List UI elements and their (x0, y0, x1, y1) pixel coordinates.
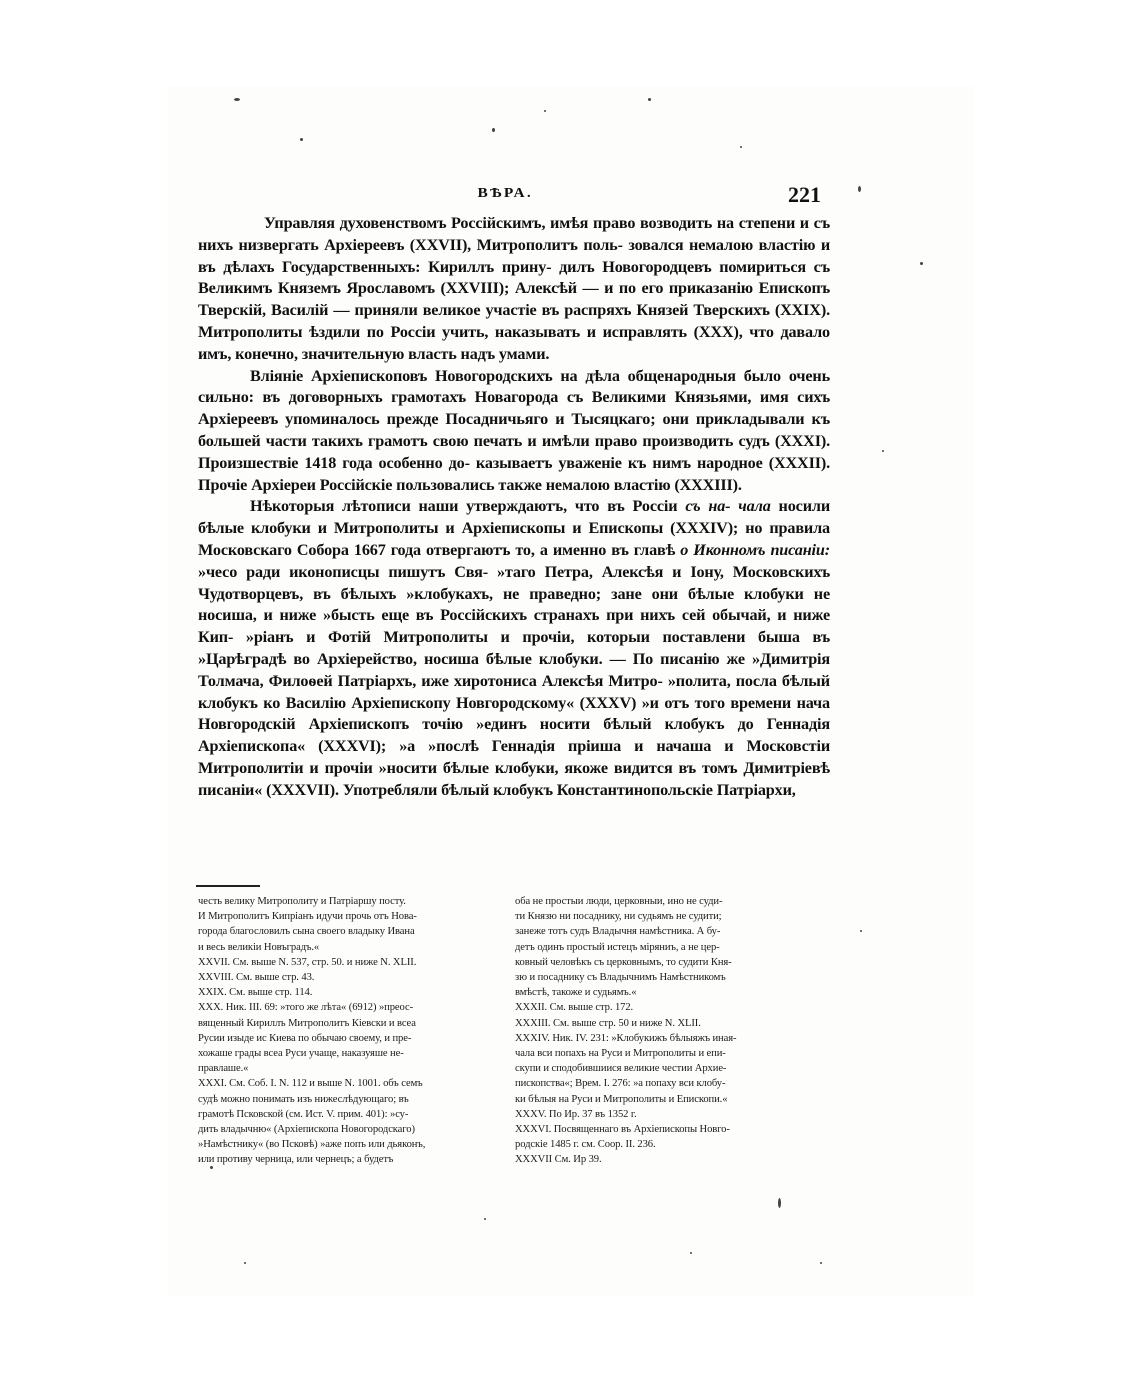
text-line: »клобукахъ, не праведно; зане они бѣлые клобуки не носиша, и ниже (198, 584, 830, 625)
footnote-line: и весь великіи Новъградъ.« (198, 941, 320, 953)
text-line: именно въ главѣ о Иконномъ писаніи: »чесо ради иконописцы пишутъ Свя- (198, 540, 830, 581)
text-line: имя сихъ Архіереевъ упоминалось прежде Посадничьяго и Тысяцкаго; они (198, 388, 831, 429)
footnote-line: зю и посаднику съ Владычнимъ Намѣстникомъ (515, 972, 726, 984)
scan-speck (820, 1262, 822, 1264)
footnote-line: города благословилъ сына своего владыку Ивана (198, 926, 415, 938)
text-line: зовался немалою властію и въ дѣлахъ Государственныхъ: Кириллъ прину- (198, 235, 830, 276)
text-line: ѣздили по Россіи учить, наказывать и исправлять (XXX), что давало (309, 322, 830, 341)
footnote-line: »Намѣстнику« (во Псковѣ) »аже попъ или дьяконъ, (198, 1139, 426, 1151)
scan-speck (234, 98, 240, 101)
footnote-line: XXVIII. См. выше стр. 43. (198, 972, 315, 984)
text-line: (XXXV) »и отъ того времени нача Новгородскій Архіепископъ точію (198, 693, 830, 734)
text-line: Управляя духовенствомъ Россійскимъ, имѣя право возводить на (264, 214, 734, 232)
footnote-line: XXXII. См. выше стр. 172. (515, 1002, 634, 1014)
footnote-line: XXXV. По Ир. 37 въ 1352 г. (515, 1108, 637, 1120)
scan-speck (492, 128, 495, 132)
scan-speck (690, 1252, 692, 1254)
footnote-line: ти Князю ни посаднику, ни судьямъ не судити; (515, 911, 722, 923)
text-line: Вліяніе Архіепископовъ Новогородскихъ на дѣла общенародныя было (250, 366, 781, 385)
italic-phrase: съ на- (685, 497, 731, 516)
text-line: »Царѣградѣ во Архіерейство, носиша бѣлые клобуки. — По писанію же (198, 649, 745, 668)
text-line: чала носили бѣлые клобуки и Митрополиты и Архіепископы и Епископы (198, 497, 830, 538)
footnote-rule (196, 885, 260, 887)
paragraph-3 (198, 496, 830, 801)
text-line: пользовались также немалою властію (XXXIII). (396, 475, 742, 494)
footnote-line: хожаше грады всеа Руси учаще, наказуяше не- (198, 1048, 404, 1060)
scan-speck (300, 138, 303, 141)
footnote-line: XXIX. См. выше стр. 114. (198, 987, 313, 999)
footnote-line: XXVII. См. выше N. 537, стр. 50. и ниже N. XLII. (198, 956, 417, 968)
scan-speck (858, 186, 861, 192)
text-line: »послѣ Геннадія пріиша и начаша и Московстіи Митрополитіи и прочіи (198, 737, 830, 777)
footnote-line: судѣ можно понимать изъ нижеслѣдующаго; въ (198, 1093, 409, 1105)
text-line: право производить судъ (XXXI). Произшествіе 1418 года особенно до- (198, 431, 830, 472)
text-line: (XXXVII). Употребляли бѣлый клобукъ Константинопольскіе Патріархи, (266, 780, 796, 799)
footnote-line: пископства«; Врем. I. 276: »а попаху вси клобу- (515, 1078, 726, 1090)
paragraph-2 (198, 366, 830, 497)
scan-speck (882, 450, 884, 452)
footnote-line: вященный Кириллъ Митрополитъ Кіевски и всеа (198, 1017, 416, 1029)
footnote-line: скупи и сподобившиися великие честии Архие- (515, 1063, 727, 1075)
text-line: »полита, посла бѣлый клобукъ ко Василію Архіепископу Новгородскому« (198, 671, 830, 712)
text-line: Алексѣй — и по его приказанію Епископъ Тверскій, Василій — приняли (198, 279, 830, 320)
footnote-line: Русии изыде ис Киева по обычаю своему, и пре- (198, 1032, 412, 1044)
text-line: »носити бѣлые клобуки, якоже видится въ томъ Димитріевѣ писаніи« (198, 758, 830, 799)
text-line: прикладывали къ большей части такихъ грамотъ свою печать и имѣли (198, 410, 830, 450)
footnote-line: оба не простыи люди, церковныи, ино не суди- (515, 896, 723, 907)
italic-phrase: чала (738, 497, 771, 516)
footnote-line: XXXI. См. Соб. I. N. 112 и выше N. 1001. объ семъ (198, 1078, 423, 1090)
text-line: очень сильно: въ договорныхъ грамотахъ Новагорода съ Великими Князьями, (198, 366, 830, 407)
footnote-line: занеже тотъ судъ Владычня намѣстника. А бу- (515, 926, 721, 938)
page-number: 221 (788, 182, 821, 207)
main-text (198, 213, 830, 802)
scan-speck (860, 930, 862, 932)
text-line: »Димитрія Толмача, Филоѳей Патріархъ, иже хиротониса Алексѣя Митро- (198, 649, 830, 690)
footnote-line: детъ одинъ простый истецъ міряниъ, а не цер- (515, 941, 720, 953)
footnote-line: или противу черница, или чернецъ; а будетъ (198, 1154, 394, 1166)
footnotes-right-column (515, 894, 833, 1168)
scan-speck (210, 1166, 213, 1169)
footnote-line: XXXIII. См. выше стр. 50 и ниже N. XLII. (515, 1017, 701, 1029)
scan-speck (920, 262, 923, 265)
running-head: ВѢРА. (477, 186, 533, 201)
scan-speck (544, 110, 546, 112)
scan-speck (740, 146, 742, 148)
text-line: »единъ носити бѣлый клобукъ до Геннадія Архіепископа« (XXXVI); »а (198, 715, 830, 756)
footnote-line: чала вси попахъ на Руси и Митрополиты и епи- (515, 1048, 726, 1060)
footnote-line: И Митрополитъ Кипріанъ идучи прочь отъ Нова- (198, 911, 417, 923)
footnote-line: XXXIV. Ник. IV. 231: »Клобукижъ бѣлыяжъ иная- (515, 1032, 737, 1044)
italic-phrase: о Иконномъ писаніи: (680, 540, 830, 559)
text-line: степени и съ нихъ низвергать Архіереевъ (XXVII), Митрополитъ поль- (198, 214, 830, 254)
text-line: »ріанъ и Фотій Митрополиты и прочіи, которыи поставлени быша въ (245, 628, 830, 647)
text-line: Нѣкоторыя лѣтописи наши утверждаютъ, что въ Россіи съ на- (250, 497, 731, 516)
footnote-line: ковный человѣкъ съ церковнымъ, то судити Кня- (515, 956, 732, 968)
footnote-line: честь велику Митрополиту и Патріаршу посту. (198, 896, 406, 907)
footnote-line: родскіе 1485 г. см. Соор. II. 236. (515, 1139, 656, 1151)
scan-speck (244, 1262, 246, 1264)
footnote-line: вмѣстѣ, такоже и судьямъ.« (515, 987, 637, 999)
paragraph-1 (198, 213, 830, 366)
footnote-line: XXXVI. Посвященнаго въ Архіепископы Новго- (515, 1124, 730, 1136)
text-line: дилъ Новогородцевъ помириться съ Великимъ Княземъ Ярославомъ (XXVIII); (198, 257, 831, 298)
text-line: казываетъ уваженіе къ нимъ народное (XXXII). Прочіе Архіереи Россійскіе (198, 453, 831, 494)
text-line: »бысть еще въ Россійскихъ странахъ при нихъ сей обычай, и ниже Кип- (198, 606, 830, 647)
footnote-line: грамотѣ Псковской (см. Ист. V. прим. 401): »су- (198, 1108, 409, 1120)
scan-speck (648, 98, 651, 101)
scan-speck (778, 1198, 781, 1208)
footnote-line: XXXVII См. Ир 39. (515, 1154, 602, 1166)
text-line: »таго Петра, Алексѣя и Іону, Московскихъ Чудотворцевъ, въ бѣлыхъ (198, 562, 830, 603)
scan-speck (484, 1218, 486, 1220)
text-line: (XXXIV); но правила Московскаго Собора 1667 года отвергаютъ то, а (198, 519, 830, 559)
footnotes-left-column (198, 894, 510, 1168)
text-line: имъ, конечно, значительную власть надъ умами. (198, 344, 550, 363)
footnote-line: дить владычню« (Архіепископа Новогородскаго) (198, 1124, 415, 1136)
footnote-line: XXX. Ник. III. 69: »того же лѣта« (6912) »преос- (198, 1002, 414, 1014)
footnote-line: ки бѣлыя на Руси и Митрополиты и Епископи.« (515, 1093, 728, 1105)
text-line: великое участіе въ распряхъ Князей Тверскихъ (XXIX). Митрополиты (198, 301, 830, 341)
footnote-line: правлаше.« (198, 1063, 249, 1075)
